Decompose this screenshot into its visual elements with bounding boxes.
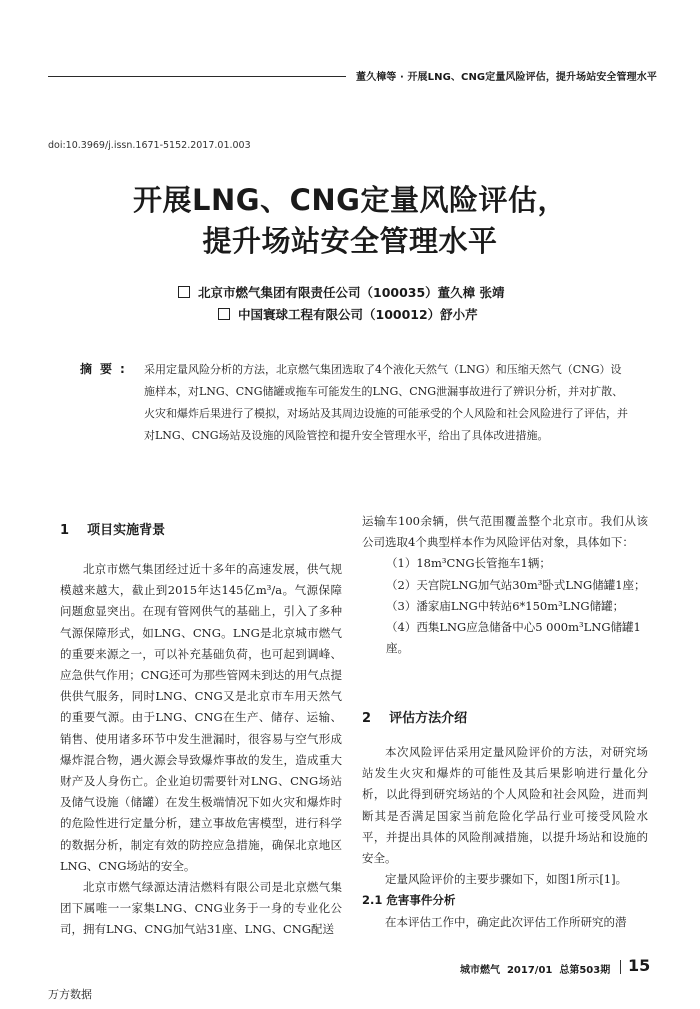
section-2-paragraph-2: 定量风险评价的主要步骤如下，如图1所示[1]。 bbox=[385, 872, 628, 887]
author-affiliation-2 bbox=[218, 305, 478, 323]
section-2-heading: 2 评估方法介绍 bbox=[362, 711, 468, 726]
footer-divider bbox=[620, 960, 621, 974]
page-number: 15 bbox=[628, 956, 651, 975]
article-title-line-1: 开展LNG、CNG定量风险评估， bbox=[133, 183, 567, 217]
left-column bbox=[60, 559, 342, 941]
section-1-paragraph-2: 北京市燃气绿源达清洁燃料有限公司是北京燃气集团下属唯一一家集LNG、CNG业务于一身的专业化公司，拥有LNG、CNG加气站31座、LNG、CNG配送 bbox=[60, 880, 342, 937]
footer-journal-info: 城市燃气 2017/01 总第503期 bbox=[460, 965, 611, 976]
watermark-text: 万方数据 bbox=[48, 988, 92, 1001]
abstract-label: 摘要: bbox=[80, 362, 133, 376]
right-column-body bbox=[362, 742, 648, 933]
subsection-2-1-heading: 2.1 危害事件分析 bbox=[362, 893, 456, 908]
author-affiliation-1 bbox=[178, 283, 505, 301]
checkbox-square-icon bbox=[178, 286, 190, 298]
running-header: 董久樟等 · 开展LNG、CNG定量风险评估，提升场站安全管理水平 bbox=[356, 72, 657, 83]
subsection-2-1-paragraph: 在本评估工作中，确定此次评估工作所研究的潜 bbox=[385, 914, 627, 929]
abstract-text: 采用定量风险分析的方法，北京燃气集团选取了4个液化天然气（LNG）和压缩天然气（CNG）设施样本，对LNG、CNG储罐或拖车可能发生的LNG、CNG泄漏事故进行了辨识分析，并对扩散、火灾和爆炸后果进行了模拟，对场站及其周边设施的可能承受的个人风险和社会风险进行了评估，并对LNG、CNG场站及设施的风险管控和提升安全管理水平，给出了具体改进措施。 bbox=[144, 363, 628, 442]
header-rule bbox=[48, 76, 346, 77]
author-affiliation-2-text: 中国寰球工程有限公司（100012）舒小芹 bbox=[238, 307, 478, 322]
right-column-top bbox=[362, 511, 648, 659]
sample-item-3: （3）潘家庙LNG中转站6*150m³LNG储罐； bbox=[386, 598, 625, 613]
sample-item-4: （4）西集LNG应急储备中心5 000m³LNG储罐1座。 bbox=[386, 620, 641, 656]
author-affiliation-1-text: 北京市燃气集团有限责任公司（100035）董久樟 张靖 bbox=[198, 285, 505, 300]
doi: doi:10.3969/j.issn.1671-5152.2017.01.003 bbox=[48, 140, 251, 151]
section-2-paragraph-1: 本次风险评估采用定量风险评价的方法，对研究场站发生火灾和爆炸的可能性及其后果影响进行量化分析，以此得到研究场站的个人风险和社会风险，进而判断其是否满足国家当前危险化学品行业可接受风险水平，并提出具体的风险削减措施，以提升场站和设施的安全。 bbox=[362, 745, 648, 866]
checkbox-square-icon bbox=[218, 308, 230, 320]
sample-item-1: （1）18m³CNG长管拖车1辆； bbox=[386, 556, 551, 571]
sample-item-2: （2）天宫院LNG加气站30m³卧式LNG储罐1座； bbox=[386, 577, 646, 592]
section-1-heading: 1 项目实施背景 bbox=[60, 523, 166, 538]
section-1-paragraph-1: 北京市燃气集团经过近十多年的高速发展，供气规模越来越大，截止到2015年达145亿m³/a。气源保障问题愈显突出。在现有管网供气的基础上，引入了多种气源保障形式，如LNG、CNG。LNG是北京城市燃气的重要来源之一，可以补充基础负荷，也可起到调峰、应急供气作用；CNG还可为那些管网未到达的用气点提供供气服务，同时LNG、CNG又是北京市车用天然气的重要气源。由于LNG、CNG在生产、储存、运输、销售、使用诸多环节中发生泄漏时，很容易与空气形成爆炸混合物，遇火源会导致爆炸事故的发生，造成重大财产及人身伤亡。企业迫切需要针对LNG、CNG场站及储气设施（储罐）在发生极端情况下如火灾和爆炸时的危险性进行定量分析，建立事故危害模型，进行科学的数据分析，制定有效的防控应急措施，确保北京地区LNG、CNG场站的安全。 bbox=[60, 562, 342, 873]
article-title-line-2: 提升场站安全管理水平 bbox=[202, 224, 498, 258]
continuation-paragraph: 运输车100余辆，供气范围覆盖整个北京市。我们从该公司选取4个典型样本作为风险评估对象，具体如下： bbox=[362, 514, 648, 550]
